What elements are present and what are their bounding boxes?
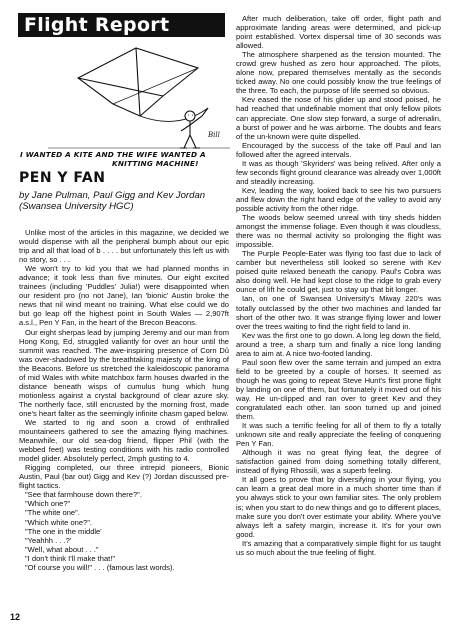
paragraph: Rigging completed, our three intrepid pioneers, Bionic Austin, Paul (bar out) Gigg and Kev (?) Jordan discussed pre-flight tactics. xyxy=(19,463,229,491)
cartoon-caption xyxy=(20,150,234,168)
dialogue-line: "The one in the middle' xyxy=(25,526,102,536)
kite-icon xyxy=(78,48,198,116)
dialogue-line: "Which one?" xyxy=(25,499,71,509)
right-text-column xyxy=(236,14,441,557)
dialogue-line: "Which white one?". xyxy=(25,517,93,527)
caption-line-1: I WANTED A KITE AND THE WIFE WANTED A xyxy=(20,150,206,159)
paragraph: It's amazing that a comparatively simple flight for us taught us so much about the true feeling of flight. xyxy=(236,538,441,557)
section-title: Flight Report xyxy=(24,14,170,36)
dialogue-line: "The white one". xyxy=(25,508,80,518)
paragraph: We won't try to kid you that we had planned months in advance; it took less than five minutes. Our eight excited trainees (including 'Puddles' Julia!) were disappointed when our resident pro (no not Jane), Ian 'bionic' Austin broke the news that nil wind meant no training. What else could we do but go leap off the highest point in South Wales — 2,907ft a.s.l., Pen Y Fan, in the heart of the Brecon Beacons. xyxy=(19,264,229,328)
article-byline: by Jane Pulman, Paul Gigg and Kev Jordan (Swansea University HGC) xyxy=(19,190,206,212)
dialogue-line: "Of course you will!" . . . (famous last words). xyxy=(25,562,175,572)
paragraph: Paul soon flew over the same terrain and jumped an extra field to be greeted by a couple of horses. It seemed as though he was going to repeat Steve Hunt's first prone flight by landing on one of them, but fortunately it moved out of his way. He un-clipped and ran over to greet Kev and they congratulated each other. Ian soon turned up and joined them. xyxy=(236,357,441,422)
paragraph: Although it was no great flying feat, the degree of satisfaction gained from doing something totally different, instead of flying Rhossili, was a superb feeling. xyxy=(236,448,441,476)
man-figure xyxy=(180,108,208,148)
paragraph: The woods below seemed unreal with tiny sheds hidden amongst the immense foliage. Even though it was cloudless, there was no thermal activity so prolonging the flight was impossible. xyxy=(236,213,441,250)
flight-report-header xyxy=(18,13,225,37)
paragraph: It was as though 'Skyriders' was being relived. After only a few seconds flight ground clearance was already over 1,000ft and steadily increasing. xyxy=(236,158,441,186)
paragraph: Ian, on one of Swansea University's Miway 220's was totally outclassed by the other two machines and landed far short of the other two. It was strange flying lower and lower over the trees waiting to find the right field to land in. xyxy=(236,294,441,331)
paragraph: Kev was the first one to go down. A long leg down the field, around a tree, a sharp turn and finally a nice long landing area to aim at. A nice two-footed landing. xyxy=(236,330,441,358)
paragraph: After much deliberation, take off order, flight path and approximate landing areas were determined, and pick-up point established. Vortex dispersal time of 30 seconds was allowed. xyxy=(236,14,441,51)
paragraph: Encouraged by the success of the take off Paul and Ian followed after the agreed intervals. xyxy=(236,140,441,159)
dialogue-line: "I don't think I'll make that!" xyxy=(25,553,116,563)
dialogue-line: "Well, what about . . ." xyxy=(25,544,99,554)
paragraph: Unlike most of the articles in this magazine, we decided we would dispense with all the peripheral bumph about our epic trip and all that load of b . . . . but unfortunately this left us with no story, so . . . xyxy=(19,228,229,265)
paragraph: We started to rig and soon a crowd of enthralled mountaineers gathered to see the amazing flying machines. Meanwhile, our old sea-dog friend, flipper Phil (with the webbed feet) was testing conditions with his radio controlled model glider. Absolutely perfect, 2mph gusting to 4. xyxy=(19,417,229,464)
paragraph: The Purple People-Eater was flying too fast due to lack of camber but nevertheless still looked so serene with Kev poised quite relaxed beneath the canopy. Paul's Cobra was also doing well. He had kept close to the ridge to grab every ounce of lift he could get, just to stay up that bit longer. xyxy=(236,249,441,295)
artist-signature: Bill xyxy=(208,131,220,139)
paragraph: It was such a terrific feeling for all of them to fly a totally unknown site and really appreciate the feeling of conquering Pen Y Fan. xyxy=(236,421,441,449)
paragraph: The atmosphere sharpened as the tension mounted. The crowd grew hushed as zero hour approached. The pilots, alone now, prepared themselves mentally as the seconds ticked away. No one could possibly know the true feelings of the three. To each, the purpose of life seemed so obvious. xyxy=(236,50,441,96)
article-title: PEN Y FAN xyxy=(19,170,106,186)
paragraph: Kev eased the nose of his glider up and stood poised, he had reached that undefinable moment that only fellow pilots can appreciate. One slow step forward, a surge of adrenalin, a burst of power and he was airborne. The doubts and fears of the un-known were quite dispelled. xyxy=(236,95,441,141)
paragraph: Our eight sherpas lead by jumping Jeremy and our man from Hong Kong, Ed, struggled valiantly for over an hour until the summit was reached. The awe-inspiring presence of Corn Dû was over-shadowed by the breathtaking majesty of the king of the Beacons. Before us stretched the kaleidoscopic panorama of mid Wales with white matchbox farm houses dwarfed in the distance beneath wisps of cumulus hung which hung motionless against a crystal background of clear azure sky. The northerly face, still encrusted by the morning frost, made one's heart falter as the seemingly infinite chasm gaped below. xyxy=(19,327,229,418)
page-number: 12 xyxy=(10,612,21,622)
dialogue-line: "See that farmhouse down there?". xyxy=(25,490,142,500)
left-text-column xyxy=(19,228,229,572)
paragraph: It all goes to prove that by diversifying in your flying, you can learn a great deal more in a much shorter time than if you always stick to your own familiar sites. The only problem is; when you start to do new things and go to different places, make sure you don't over estimate your ability. Where you've always left a safety margin, increase it. It's for your own good. xyxy=(236,475,441,539)
caption-line-2: KNITTING MACHINE! xyxy=(112,159,199,168)
kite-cartoon-illustration xyxy=(18,38,230,151)
dialogue-line: "Yeahhh . . .?' xyxy=(25,535,72,545)
paragraph: Kev, leading the way, looked back to see his two pursuers and flew down the right hand edge of the valley to avoid any possible activity from the other ridge. xyxy=(236,185,441,213)
